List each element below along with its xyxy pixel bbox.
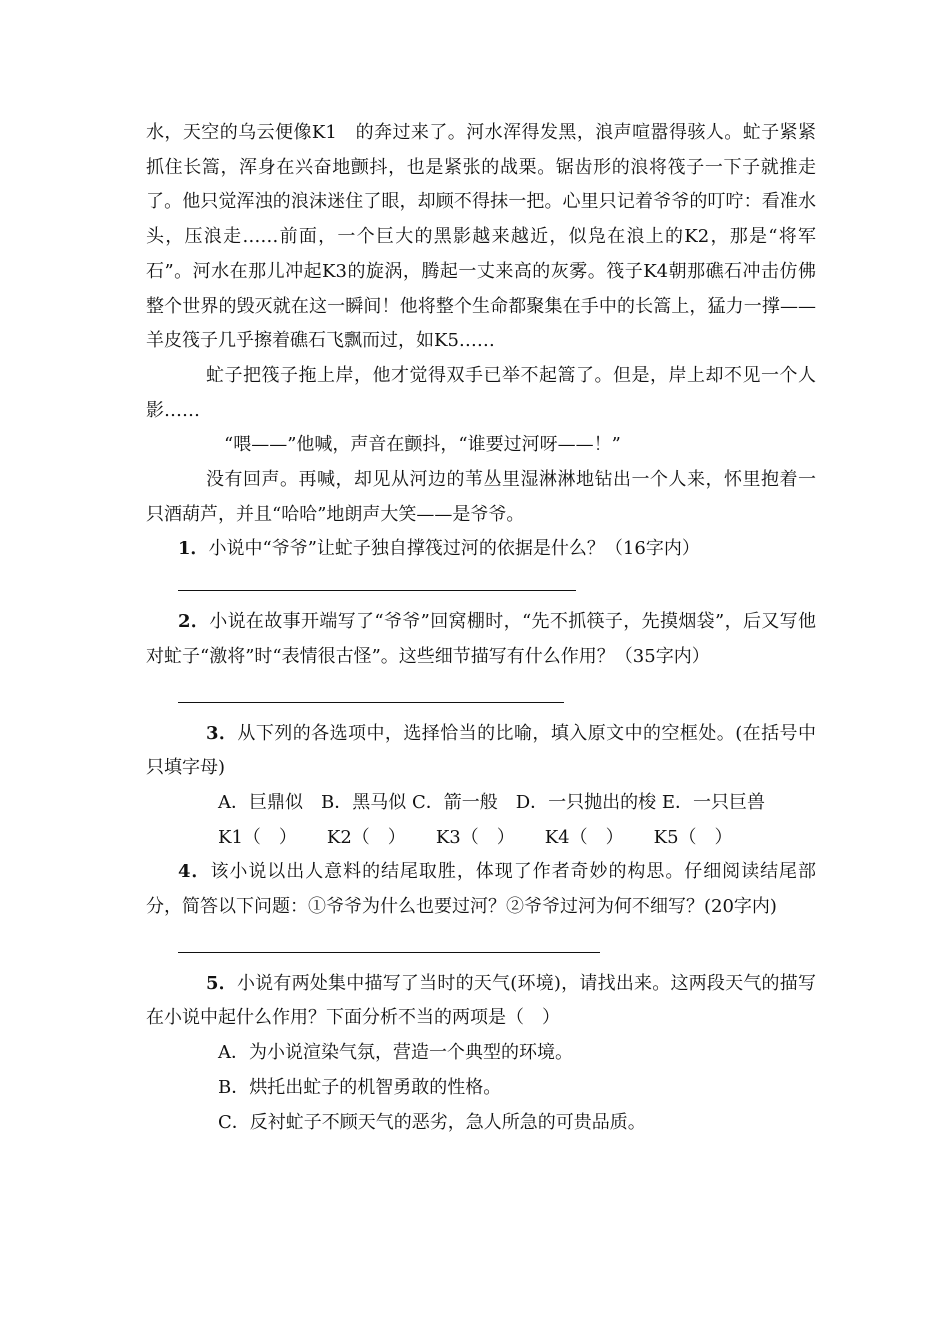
question-2-text: 小说在故事开端写了“爷爷”回窝棚时，“先不抓筷子，先摸烟袋”，后又写他对虻子“激将”时“表情很古怪”。这些细节描写有什么作用？（35字内）	[146, 611, 816, 667]
question-4	[146, 855, 816, 924]
question-3-options: A．巨鼎似 B．黑马似 C．箭一般 D．一只抛出的梭 E．一只巨兽	[218, 791, 766, 813]
question-3	[146, 717, 816, 786]
blank-k2[interactable]: K2（ ）	[326, 826, 406, 848]
question-3-text: 从下列的各选项中，选择恰当的比喻，填入原文中的空框处。(在括号中只填字母)	[146, 722, 816, 779]
question-5-option-a: A．为小说渲染气氛，营造一个典型的环境。	[218, 1042, 573, 1064]
question-1	[146, 532, 816, 567]
question-5-text: 小说有两处集中描写了当时的天气(环境)，请找出来。这两段天气的描写在小说中起什么作用？下面分析不当的两项是（ ）	[146, 972, 816, 1029]
question-1-text: 小说中“爷爷”让虻子独自撑筏过河的依据是什么？（16字内）	[208, 538, 700, 560]
question-5	[146, 967, 816, 1036]
question-5-number: 5．	[206, 972, 237, 994]
question-4-text: 该小说以出人意料的结尾取胜，体现了作者奇妙的构思。仔细阅读结尾部分，简答以下问题：①爷爷为什么也要过河？②爷爷过河为何不细写？(20字内)	[146, 861, 816, 918]
question-5-option-b: B．烘托出虻子的机智勇敢的性格。	[218, 1076, 502, 1098]
question-3-number: 3．	[206, 722, 238, 744]
question-4-answer-line[interactable]	[146, 925, 816, 965]
question-1-number: 1．	[178, 538, 209, 560]
question-1-answer-line[interactable]	[146, 567, 816, 603]
blank-k4[interactable]: K4（ ）	[544, 826, 624, 848]
blank-k1[interactable]: K1（ ）	[218, 826, 297, 848]
passage-paragraph-3: “喂——”他喊，声音在颤抖，“谁要过河呀——！”	[224, 434, 621, 456]
question-2	[146, 605, 816, 674]
document-content	[146, 116, 816, 1140]
question-3-blanks	[146, 821, 816, 856]
blank-k5[interactable]: K5（ ）	[653, 826, 733, 848]
question-2-number: 2．	[178, 611, 210, 633]
question-4-number: 4．	[178, 861, 211, 883]
passage-paragraph-4: 没有回声。再喊，却见从河边的苇丛里湿淋淋地钻出一个人来，怀里抱着一只酒葫芦，并且“哈哈”地朗声大笑——是爷爷。	[146, 469, 816, 525]
question-2-answer-line[interactable]	[146, 675, 816, 715]
blank-k3[interactable]: K3（ ）	[435, 826, 515, 848]
passage-paragraph-2: 虻子把筏子拖上岸，他才觉得双手已举不起篙了。但是，岸上却不见一个人影……	[146, 364, 816, 421]
passage-paragraph-1: 水，天空的乌云便像K1 的奔过来了。河水浑得发黑，浪声喧嚣得骇人。虻子紧紧抓住长篙，浑身在兴奋地颤抖，也是紧张的战栗。锯齿形的浪将筏子一下子就推走了。他只觉浑浊的浪沫迷住了眼，却顾不得抹一把。心里只记着爷爷的叮咛：看准水头，压浪走……前面，一个巨大的黑影越来越近，似凫在浪上的K2，那是“将军石”。河水在那儿冲起K3的旋涡，腾起一丈来高的灰雾。筏子K4朝那礁石冲击仿佛整个世界的毁灭就在这一瞬间！他将整个生命都聚集在手中的长篙上，猛力一撑——羊皮筏子几乎擦着礁石飞飘而过，如K5……	[146, 122, 816, 352]
question-5-option-c: C．反衬虻子不顾天气的恶劣，急人所急的可贵品质。	[218, 1111, 646, 1133]
